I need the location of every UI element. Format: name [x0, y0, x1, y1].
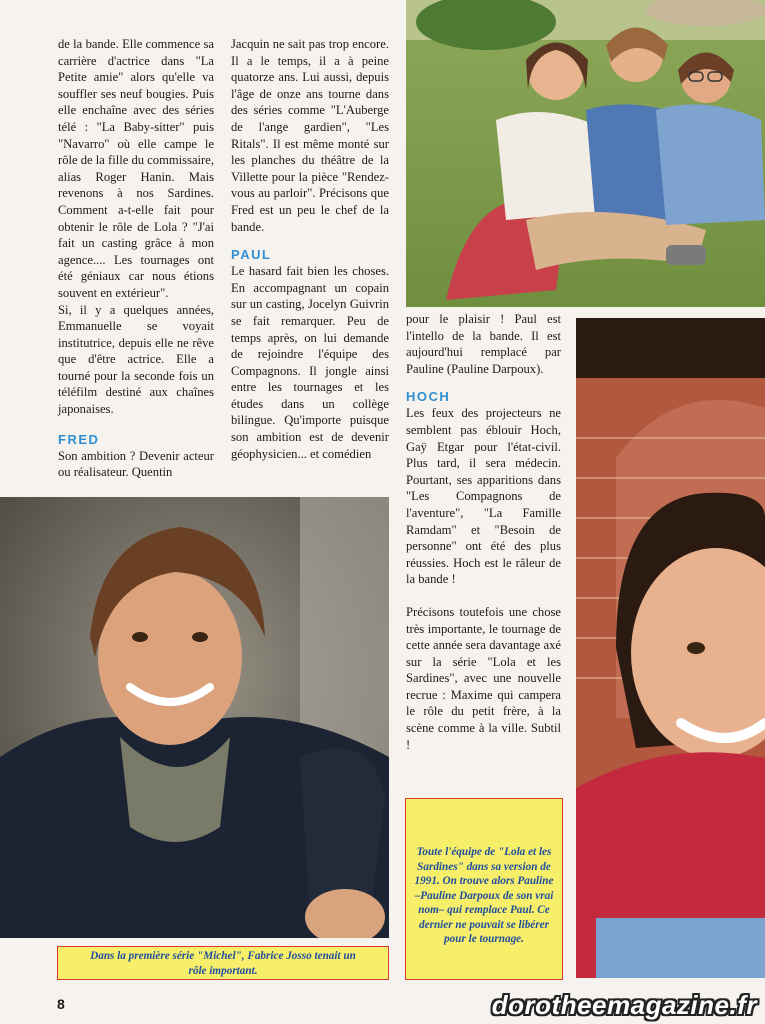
caption-bottom-left — [57, 946, 389, 980]
portrait-girl-image — [576, 318, 765, 978]
portrait-photo-boy — [0, 497, 389, 938]
heading-paul: PAUL — [231, 247, 272, 263]
hoch-text: Les feux des projecteurs ne semblent pas éblouir Hoch, Gaÿ Etgar pour l'état-civil. Plus tard, il sera médecin. Pourtant, ses apparitions dans "Les Compagnons de l'aventure", "La Famille Ramdam" et "Besoin de personne" ont été des plus réussies. Hoch est le râleur de la bande ! — [406, 406, 561, 587]
caption-bottom-left-text: Dans la première série "Michel", Fabrice Josso tenait un rôle important. — [90, 950, 356, 977]
article-column-1 — [58, 36, 214, 481]
paul-text: Le hasard fait bien les choses. En accompagnant un copain sur un casting, Jocelyn Guivrin se fait remarquer. Peu de temps après, on lui demande de rejoindre l'équipe des Compagnons. Il jongle ainsi entre les tournages et les études dans un collège bilingue. Qu'importe puisque son ambition est de devenir géophysicien... et comédien — [231, 264, 389, 461]
col1-paragraph-2: Si, il y a quelques années, Emmanuelle se voyait institutrice, depuis elle ne rêve que d'être actrice. Elle a tourné pour la seconde fois un téléfilm destiné aux chaînes japonaises. — [58, 302, 214, 417]
fred-text: Son ambition ? Devenir acteur ou réalisateur. Quentin — [58, 448, 214, 480]
portrait-photo-girl — [576, 318, 765, 978]
col2-paragraph: Jacquin ne sait pas trop encore. Il a le temps, il a à peine quatorze ans. Lui aussi, depuis l'âge de onze ans tourne dans des séries comme "L'Auberge de l'ange gardien", "Les Ritals". Il est même monté sur les planches du théâtre de la Villette pour la pièce "Rendez-vous au parloir". Précisons que Fred est un peu le chef de la bande. — [231, 37, 389, 234]
article-column-3 — [406, 311, 561, 753]
portrait-boy-image — [0, 497, 389, 938]
group-photo-image — [406, 0, 765, 307]
article-column-2 — [231, 36, 389, 462]
watermark-logo: dorotheemagazine.fr — [491, 990, 757, 1020]
page-number: 8 — [57, 996, 65, 1012]
caption-bottom-right — [405, 798, 563, 980]
heading-fred: FRED — [58, 431, 100, 447]
paul-continued-text: pour le plaisir ! Paul est l'intello de la bande. Il est aujourd'hui remplacé par Pauline (Pauline Darpoux). — [406, 312, 561, 376]
caption-bottom-right-text: Toute l'équipe de "Lola et les Sardines" dans sa version de 1991. On trouve alors Pauline –Pauline Darpoux de son vrai nom– qui remplace Paul. Ce dernier ne pouvait se libérer pour le tournage. — [414, 846, 554, 945]
heading-hoch: HOCH — [406, 389, 451, 405]
group-photo-top-right — [406, 0, 765, 307]
final-paragraph: Précisons toutefois une chose très importante, le tournage de cette année sera davantage axé sur la série "Lola et les Sardines", avec une nouvelle recrue : Maxime qui campera le rôle du petit frère, à la scène comme à la ville. Subtil ! — [406, 604, 561, 752]
col1-paragraph-1: de la bande. Elle commence sa carrière d'actrice dans "La Petite amie" alors qu'elle va souffler ses neuf bougies. Puis elle enchaîne avec des séries télé : "La Baby-sitter" puis "Navarro" où elle campe le rôle de la fille du commissaire, alias Roger Hanin. Mais revenons à nos Sardines. Comment a-t-elle fait pour obtenir le rôle de Lola ? "J'ai fait un casting grâce à mon agence.... Les tournages ont été géniaux car nous étions souvent en extérieur". — [58, 37, 214, 300]
